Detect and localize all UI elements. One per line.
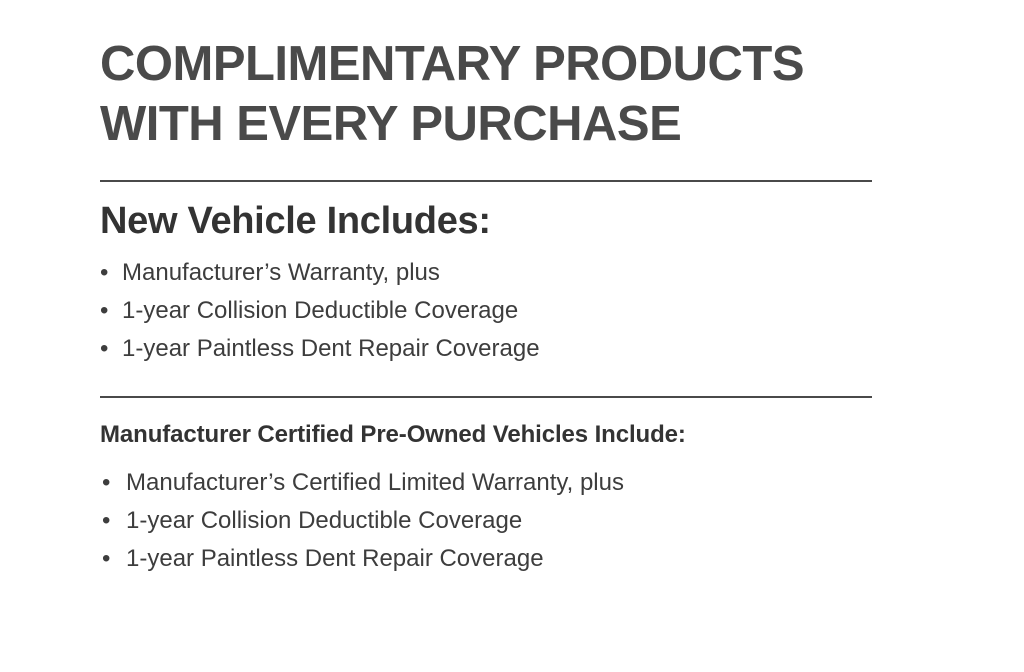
list-item: • Manufacturer’s Certified Limited Warranty, plus	[102, 464, 884, 502]
divider-middle	[100, 396, 872, 398]
page-title-line-2: WITH EVERY PURCHASE	[100, 97, 682, 151]
list-item: • Manufacturer’s Warranty, plus	[100, 254, 884, 292]
list-item: • 1-year Paintless Dent Repair Coverage	[102, 540, 884, 578]
new-vehicle-benefits-list	[100, 254, 884, 368]
divider-top	[100, 180, 872, 182]
section-title-certified-pre-owned: Manufacturer Certified Pre-Owned Vehicles Include:	[100, 421, 686, 448]
list-item: • 1-year Paintless Dent Repair Coverage	[100, 330, 884, 368]
certified-pre-owned-benefits-list	[100, 464, 884, 578]
section-title-new-vehicle: New Vehicle Includes:	[100, 200, 491, 242]
page-title	[100, 34, 884, 154]
list-item: • 1-year Collision Deductible Coverage	[102, 502, 884, 540]
page-title-line-1: COMPLIMENTARY PRODUCTS	[100, 37, 805, 91]
list-item: • 1-year Collision Deductible Coverage	[100, 292, 884, 330]
